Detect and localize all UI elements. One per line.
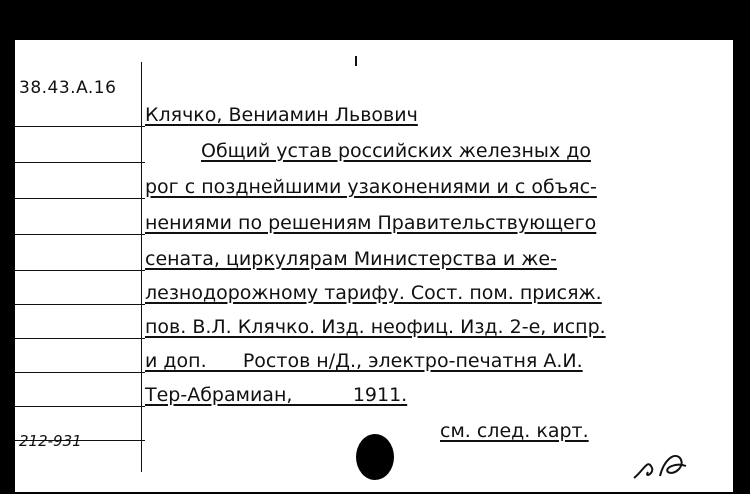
left-rule	[15, 198, 145, 199]
shelf-mark: 38.43.A.16	[19, 78, 117, 98]
left-rule	[15, 270, 145, 271]
handwritten-initials	[630, 442, 700, 482]
text-line: Общий устав российских железных до	[201, 140, 591, 162]
text-line: Тер-Абрамиан, 1911.	[145, 384, 408, 406]
text-line: лезнодорожному тарифу. Сост. пом. присяж.	[145, 282, 602, 304]
left-rule	[15, 338, 145, 339]
text-line: пов. В.Л. Клячко. Изд. неофиц. Изд. 2-е, испр.	[145, 316, 606, 338]
left-rule	[15, 304, 145, 305]
punch-hole	[356, 434, 394, 480]
inventory-code: 212-931	[19, 432, 82, 450]
author-line: Клячко, Вениамин Львович	[145, 104, 418, 126]
left-rule	[15, 234, 145, 235]
left-rule	[15, 406, 145, 407]
text-line: рог с позднейшими узаконениями и с объяс-	[145, 176, 597, 198]
text-line: нениями по решениям Правительствующего	[145, 212, 597, 234]
top-tick-mark	[355, 56, 357, 66]
catalog-card	[15, 40, 733, 492]
left-rule	[15, 162, 145, 163]
left-rule	[15, 440, 145, 441]
left-rule	[15, 126, 145, 127]
text-line: и доп. Ростов н/Д., электро-печатня А.И.	[145, 350, 583, 372]
continuation-note: см. след. карт.	[440, 420, 589, 442]
margin-line	[141, 62, 142, 472]
text-line: сената, циркулярам Министерства и же-	[145, 248, 557, 270]
left-rule	[15, 372, 145, 373]
